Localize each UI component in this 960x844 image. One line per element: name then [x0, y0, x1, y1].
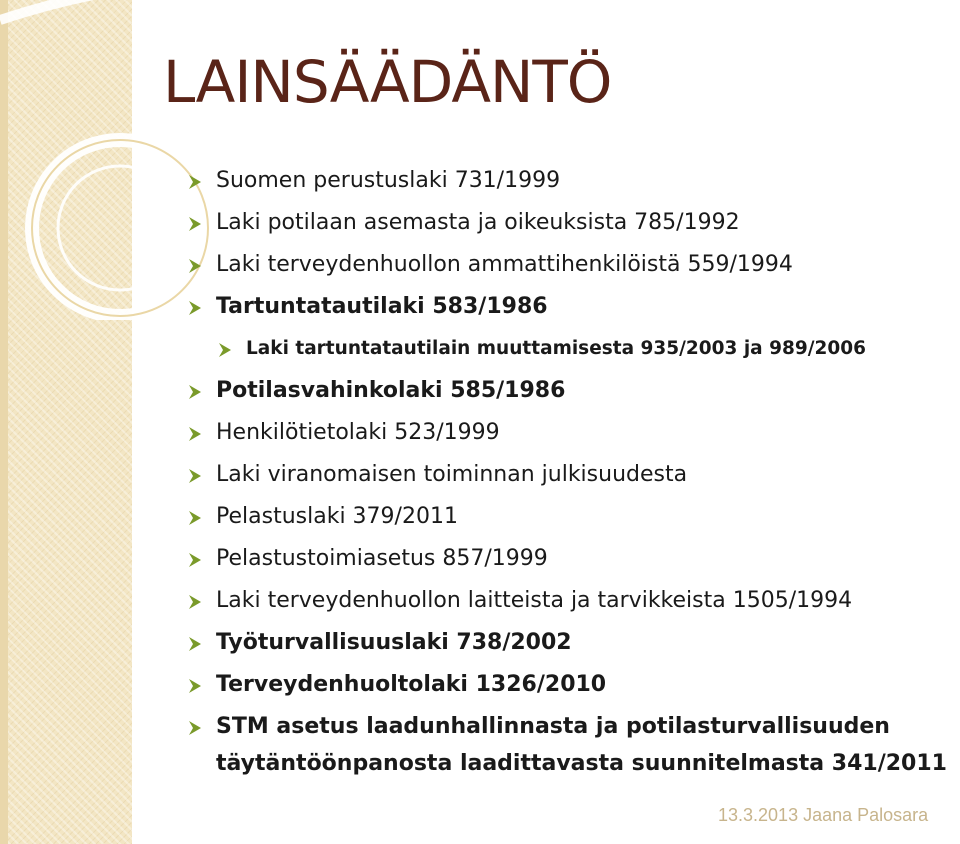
list-item — [186, 246, 960, 288]
list-item-text: Laki tartuntatautilain muuttamisesta 935/2003 ja 989/2006 — [246, 338, 866, 359]
footer-date-author: 13.3.2013 Jaana Palosara — [718, 805, 929, 825]
list-item-text: Potilasvahinkolaki 585/1986 — [216, 378, 566, 403]
list-item-text: Laki terveydenhuollon laitteista ja tarvikkeista 1505/1994 — [216, 588, 853, 613]
list-item-text: Tartuntatautilaki 583/1986 — [216, 294, 548, 319]
list-item — [186, 162, 960, 204]
list-sub-item — [186, 330, 960, 372]
arrow-bullet-icon — [186, 719, 204, 737]
arrow-bullet-icon — [186, 677, 204, 695]
list-item-text: Terveydenhuoltolaki 1326/2010 — [216, 672, 607, 697]
law-list — [186, 162, 960, 788]
arrow-bullet-icon — [216, 341, 234, 359]
list-item-text: Laki potilaan asemasta ja oikeuksista 785/1992 — [216, 210, 740, 235]
list-item-text: Työturvallisuuslaki 738/2002 — [216, 630, 572, 655]
arrow-bullet-icon — [186, 383, 204, 401]
list-item — [186, 624, 960, 666]
list-item-text: Pelastustoimiasetus 857/1999 — [216, 546, 548, 571]
list-item — [186, 414, 960, 456]
arrow-bullet-icon — [186, 593, 204, 611]
list-item — [186, 666, 960, 708]
arrow-bullet-icon — [186, 551, 204, 569]
slide-title: LAINSÄÄDÄNTÖ — [163, 48, 612, 116]
list-item — [186, 204, 960, 246]
arrow-bullet-icon — [186, 257, 204, 275]
arrow-bullet-icon — [186, 173, 204, 191]
list-item-text: Suomen perustuslaki 731/1999 — [216, 168, 561, 193]
arrow-bullet-icon — [186, 509, 204, 527]
list-item-text: Pelastuslaki 379/2011 — [216, 504, 458, 529]
list-item — [186, 540, 960, 582]
list-item-text: Henkilötietolaki 523/1999 — [216, 420, 500, 445]
list-item — [186, 708, 960, 788]
list-item — [186, 498, 960, 540]
list-item-text: Laki viranomaisen toiminnan julkisuudesta — [216, 462, 688, 487]
list-item — [186, 582, 960, 624]
list-item-text: STM asetus laadunhallinnasta ja potilasturvallisuuden täytäntöönpanosta laadittavasta suunnitelmasta 341/2011 — [216, 714, 947, 776]
arrow-bullet-icon — [186, 425, 204, 443]
list-item — [186, 456, 960, 498]
arrow-bullet-icon — [186, 299, 204, 317]
list-item — [186, 372, 960, 414]
arrow-bullet-icon — [186, 467, 204, 485]
arrow-bullet-icon — [186, 215, 204, 233]
list-item-text: Laki terveydenhuollon ammattihenkilöistä 559/1994 — [216, 252, 793, 277]
arrow-bullet-icon — [186, 635, 204, 653]
list-item — [186, 288, 960, 330]
